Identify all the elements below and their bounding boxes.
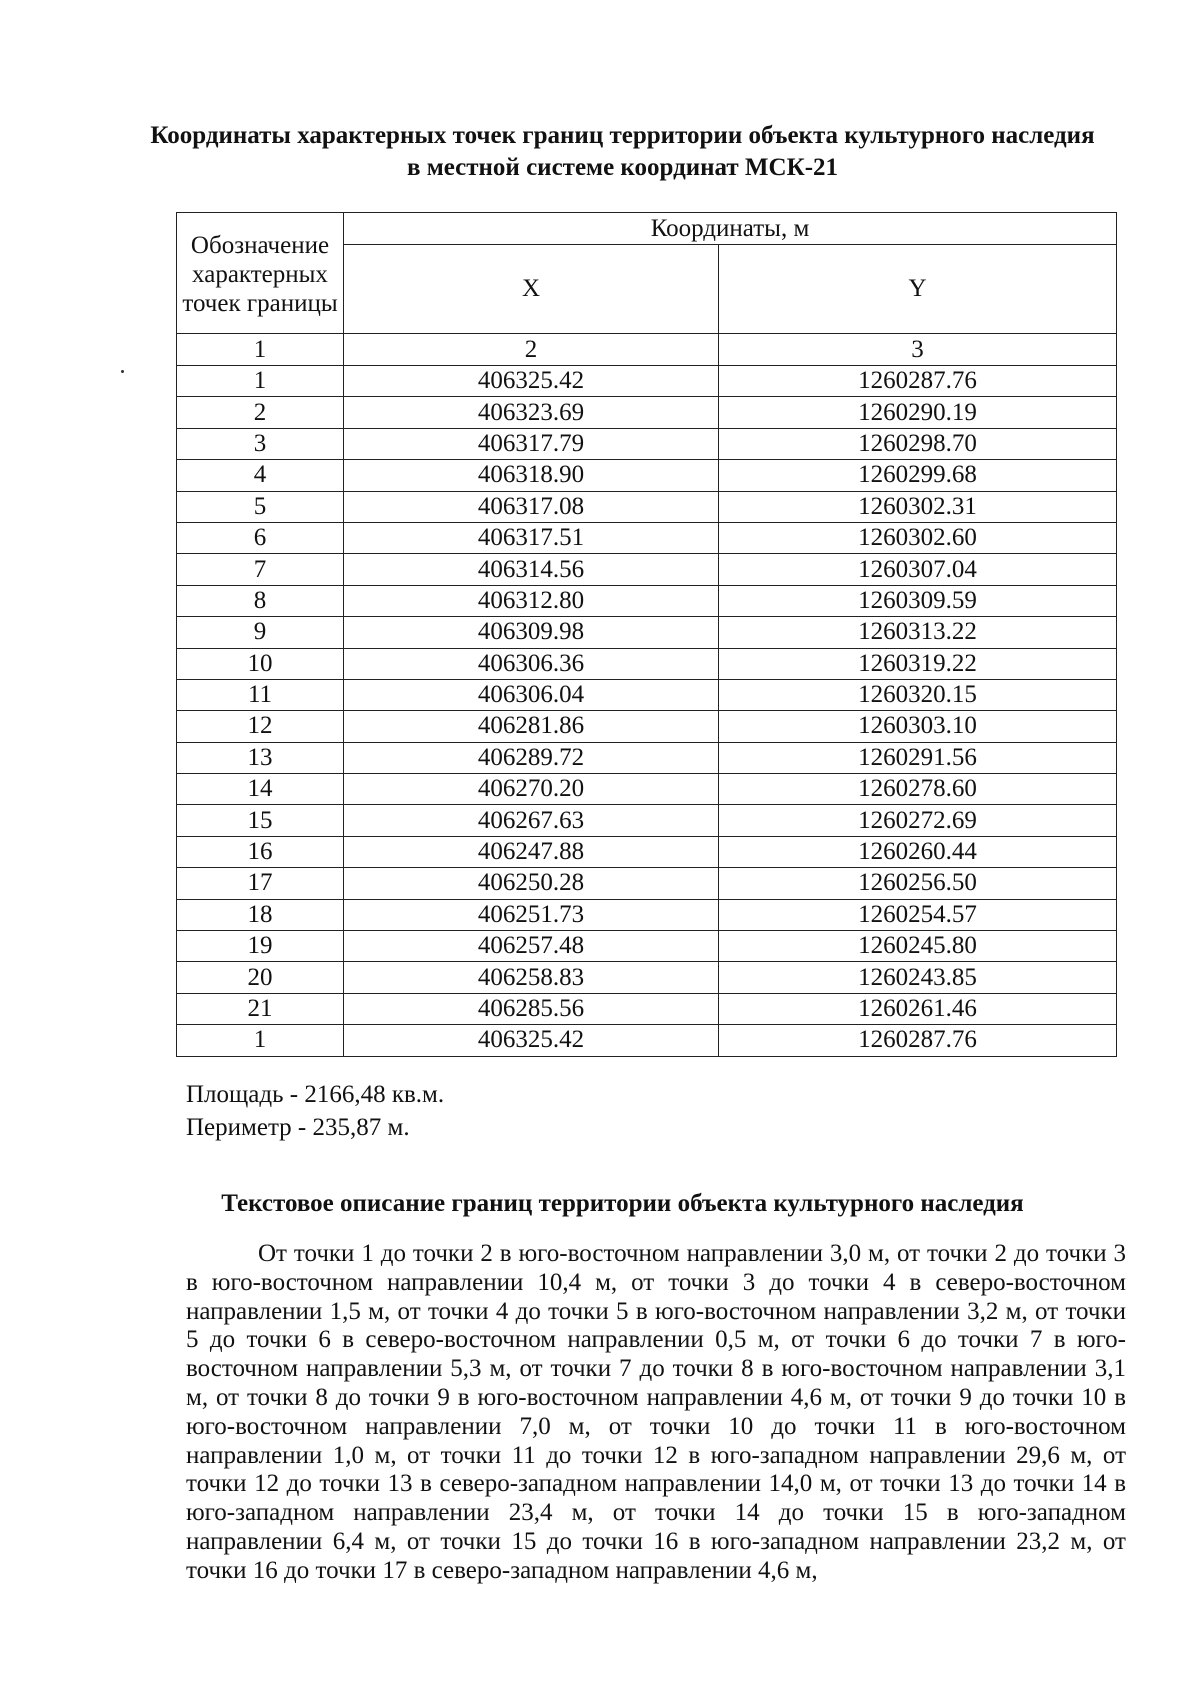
point-number-cell: 21 bbox=[177, 993, 344, 1024]
table-row bbox=[177, 868, 1117, 899]
x-coordinate-cell: 406289.72 bbox=[344, 742, 719, 773]
point-number-cell: 20 bbox=[177, 962, 344, 993]
table-row bbox=[177, 993, 1117, 1024]
header-coordinates: Координаты, м bbox=[344, 213, 1117, 245]
x-coordinate-cell: 406314.56 bbox=[344, 554, 719, 585]
x-coordinate-cell: 406251.73 bbox=[344, 899, 719, 930]
x-coordinate-cell: 406318.90 bbox=[344, 460, 719, 491]
x-coordinate-cell: 406281.86 bbox=[344, 711, 719, 742]
y-coordinate-cell: 1260298.70 bbox=[719, 428, 1117, 459]
x-coordinate-cell: 406267.63 bbox=[344, 805, 719, 836]
x-coordinate-cell: 406285.56 bbox=[344, 993, 719, 1024]
column-number-row bbox=[177, 334, 1117, 366]
point-number-cell: 18 bbox=[177, 899, 344, 930]
x-coordinate-cell: 406317.79 bbox=[344, 428, 719, 459]
perimeter-text: Периметр - 235,87 м. bbox=[186, 1114, 410, 1141]
x-coordinate-cell: 406247.88 bbox=[344, 836, 719, 867]
x-coordinate-cell: 406258.83 bbox=[344, 962, 719, 993]
y-coordinate-cell: 1260302.60 bbox=[719, 522, 1117, 553]
x-coordinate-cell: 406306.04 bbox=[344, 679, 719, 710]
header-x: X bbox=[344, 245, 719, 334]
y-coordinate-cell: 1260254.57 bbox=[719, 899, 1117, 930]
table-row bbox=[177, 962, 1117, 993]
x-coordinate-cell: 406250.28 bbox=[344, 868, 719, 899]
header-designation bbox=[177, 213, 344, 334]
header-designation-label: Обозначение характерных точек границы bbox=[182, 231, 338, 317]
y-coordinate-cell: 1260287.76 bbox=[719, 1025, 1117, 1056]
x-coordinate-cell: 406323.69 bbox=[344, 397, 719, 428]
y-coordinate-cell: 1260320.15 bbox=[719, 679, 1117, 710]
column-number: 3 bbox=[719, 334, 1117, 366]
header-y: Y bbox=[719, 245, 1117, 334]
table-row bbox=[177, 931, 1117, 962]
point-number-cell: 8 bbox=[177, 585, 344, 616]
y-coordinate-cell: 1260278.60 bbox=[719, 774, 1117, 805]
x-coordinate-cell: 406306.36 bbox=[344, 648, 719, 679]
table-row bbox=[177, 397, 1117, 428]
point-number-cell: 3 bbox=[177, 428, 344, 459]
point-number-cell: 11 bbox=[177, 679, 344, 710]
point-number-cell: 2 bbox=[177, 397, 344, 428]
y-coordinate-cell: 1260256.50 bbox=[719, 868, 1117, 899]
table-row bbox=[177, 460, 1117, 491]
table-row bbox=[177, 774, 1117, 805]
point-number-cell: 17 bbox=[177, 868, 344, 899]
y-coordinate-cell: 1260313.22 bbox=[719, 617, 1117, 648]
table-row bbox=[177, 585, 1117, 616]
x-coordinate-cell: 406312.80 bbox=[344, 585, 719, 616]
point-number-cell: 10 bbox=[177, 648, 344, 679]
column-number: 1 bbox=[177, 334, 344, 366]
table-row bbox=[177, 679, 1117, 710]
y-coordinate-cell: 1260245.80 bbox=[719, 931, 1117, 962]
table-row bbox=[177, 428, 1117, 459]
y-coordinate-cell: 1260302.31 bbox=[719, 491, 1117, 522]
table-row bbox=[177, 805, 1117, 836]
table-row bbox=[177, 742, 1117, 773]
document-title: Координаты характерных точек границ территории объекта культурного наследия в местной системе координат МСК-21 bbox=[150, 122, 1095, 181]
point-number-cell: 19 bbox=[177, 931, 344, 962]
x-coordinate-cell: 406325.42 bbox=[344, 1025, 719, 1056]
point-number-cell: 6 bbox=[177, 522, 344, 553]
point-number-cell: 1 bbox=[177, 366, 344, 397]
column-number: 2 bbox=[344, 334, 719, 366]
y-coordinate-cell: 1260260.44 bbox=[719, 836, 1117, 867]
point-number-cell: 9 bbox=[177, 617, 344, 648]
boundary-description: От точки 1 до точки 2 в юго-восточном направлении 3,0 м, от точки 2 до точки 3 в юго-восточном направлении 10,4 м, от точки 3 до точки 4 в северо-восточном направлении 1,5 м, от точки 4 до точки 5 в юго-восточном направлении 3,2 м, от точки 5 до точки 6 в северо-восточном направлении 0,5 м, от точки 6 до точки 7 в юго-восточном направлении 5,3 м, от точки 7 до точки 8 в юго-восточном направлении 3,1 м, от точки 8 до точки 9 в юго-восточном направлении 4,6 м, от точки 9 до точки 10 в юго-восточном направлении 7,0 м, от точки 10 до точки 11 в юго-восточном направлении 1,0 м, от точки 11 до точки 12 в юго-западном направлении 29,6 м, от точки 12 до точки 13 в северо-западном направлении 14,0 м, от точки 13 до точки 14 в юго-западном направлении 23,4 м, от точки 14 до точки 15 в юго-западном направлении 6,4 м, от точки 15 до точки 16 в юго-западном направлении 23,2 м, от точки 16 до точки 17 в северо-западном направлении 4,6 м, bbox=[186, 1240, 1126, 1584]
point-number-cell: 5 bbox=[177, 491, 344, 522]
x-coordinate-cell: 406317.51 bbox=[344, 522, 719, 553]
x-coordinate-cell: 406257.48 bbox=[344, 931, 719, 962]
x-coordinate-cell: 406270.20 bbox=[344, 774, 719, 805]
summary-block bbox=[186, 1078, 444, 1144]
point-number-cell: 1 bbox=[177, 1025, 344, 1056]
table-row bbox=[177, 648, 1117, 679]
y-coordinate-cell: 1260299.68 bbox=[719, 460, 1117, 491]
point-number-cell: 13 bbox=[177, 742, 344, 773]
y-coordinate-cell: 1260303.10 bbox=[719, 711, 1117, 742]
x-coordinate-cell: 406309.98 bbox=[344, 617, 719, 648]
table-row bbox=[177, 491, 1117, 522]
table-row bbox=[177, 554, 1117, 585]
point-number-cell: 12 bbox=[177, 711, 344, 742]
y-coordinate-cell: 1260307.04 bbox=[719, 554, 1117, 585]
x-coordinate-cell: 406325.42 bbox=[344, 366, 719, 397]
y-coordinate-cell: 1260309.59 bbox=[719, 585, 1117, 616]
y-coordinate-cell: 1260243.85 bbox=[719, 962, 1117, 993]
table-row bbox=[177, 711, 1117, 742]
point-number-cell: 4 bbox=[177, 460, 344, 491]
point-number-cell: 16 bbox=[177, 836, 344, 867]
y-coordinate-cell: 1260290.19 bbox=[719, 397, 1117, 428]
coordinates-table bbox=[176, 212, 1117, 1057]
table-row bbox=[177, 836, 1117, 867]
table-row bbox=[177, 522, 1117, 553]
table-row bbox=[177, 1025, 1117, 1056]
y-coordinate-cell: 1260291.56 bbox=[719, 742, 1117, 773]
point-number-cell: 7 bbox=[177, 554, 344, 585]
table-header-row bbox=[177, 213, 1117, 245]
y-coordinate-cell: 1260319.22 bbox=[719, 648, 1117, 679]
y-coordinate-cell: 1260287.76 bbox=[719, 366, 1117, 397]
area-text: Площадь - 2166,48 кв.м. bbox=[186, 1081, 445, 1108]
section-title: Текстовое описание границ территории объекта культурного наследия bbox=[221, 1190, 1024, 1217]
y-coordinate-cell: 1260261.46 bbox=[719, 993, 1117, 1024]
point-number-cell: 15 bbox=[177, 805, 344, 836]
x-coordinate-cell: 406317.08 bbox=[344, 491, 719, 522]
scan-speck bbox=[121, 370, 124, 373]
table-row bbox=[177, 617, 1117, 648]
table-row bbox=[177, 899, 1117, 930]
point-number-cell: 14 bbox=[177, 774, 344, 805]
y-coordinate-cell: 1260272.69 bbox=[719, 805, 1117, 836]
table-row bbox=[177, 366, 1117, 397]
